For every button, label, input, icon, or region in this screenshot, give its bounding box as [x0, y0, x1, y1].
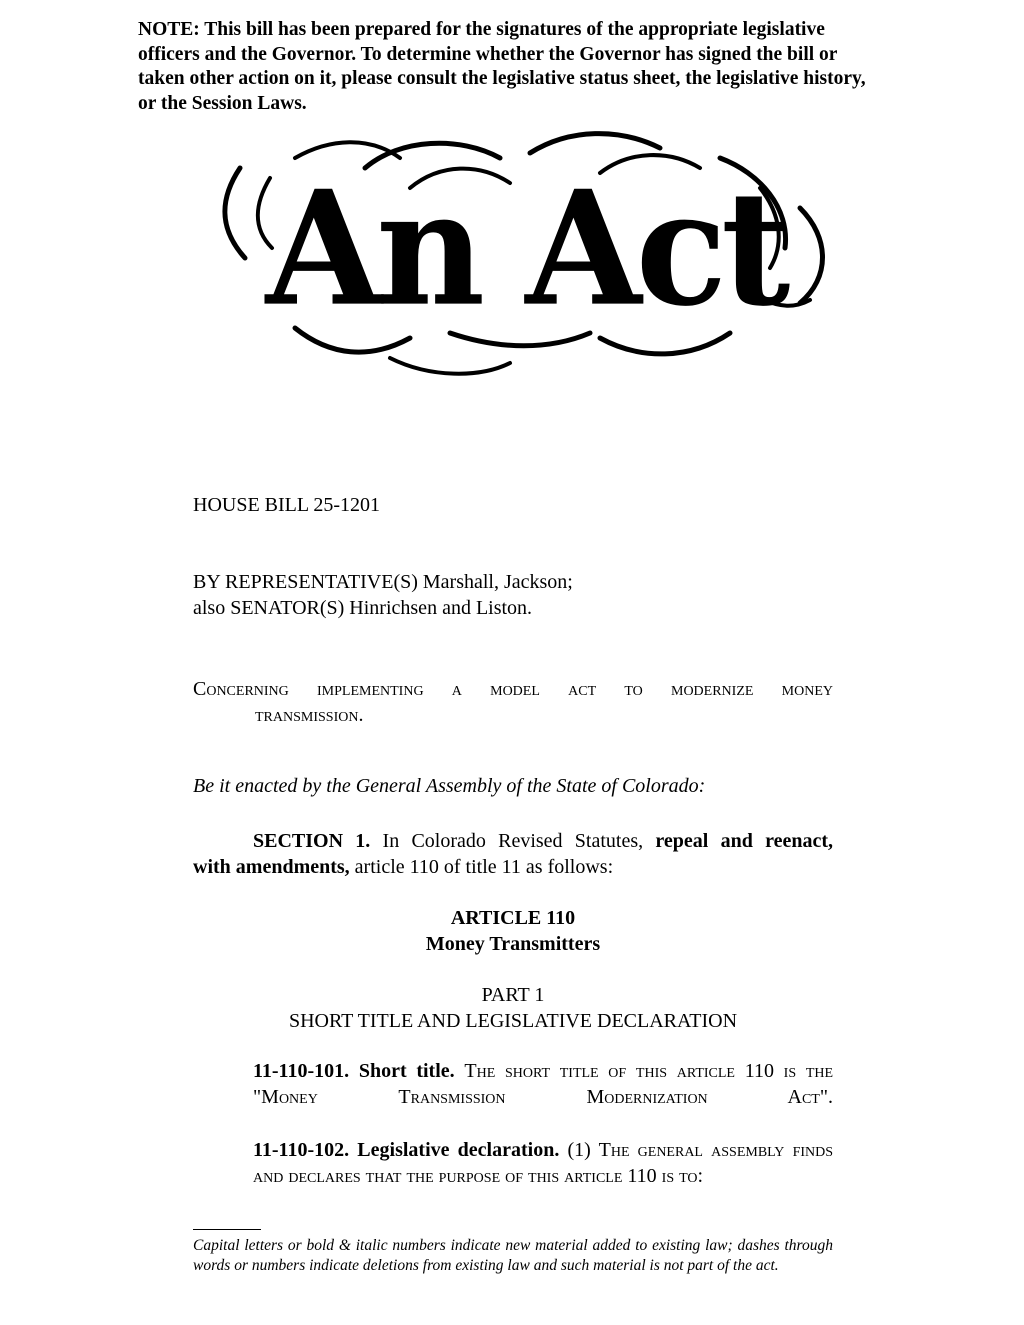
section-101-heading: Short title.	[358, 1060, 455, 1082]
concerning-line-1: Concerning implementing a model act to modernize money	[193, 678, 833, 700]
section-102-number: 11-110-102.	[253, 1139, 350, 1161]
article-title: Money Transmitters	[425, 933, 601, 955]
signature-note: NOTE: This bill has been prepared for the signatures of the appropriate legislative officers and the Governor. To determine whether the Governor has signed the bill or taken other action on it, please consult the legislative status sheet, the legislative history, or the Session Laws.	[138, 19, 866, 114]
bill-number: HOUSE BILL 25-1201	[193, 494, 381, 516]
section-1-text-1: In Colorado Revised Statutes,	[382, 830, 644, 852]
section-1-line-2	[193, 854, 833, 880]
footnote: Capital letters or bold & italic numbers indicate new material added to existing law; dashes through words or numbers indicate deletions from existing law and such material is not part of the act.	[193, 1237, 833, 1274]
sponsors-representatives: BY REPRESENTATIVE(S) Marshall, Jackson;	[193, 571, 573, 593]
sponsors-senators: also SENATOR(S) Hinrichsen and Liston.	[193, 597, 533, 619]
section-11-110-102	[193, 1137, 833, 1189]
section-101-number: 11-110-101.	[253, 1060, 350, 1082]
section-102-text: (1) The general assembly finds and declares that the purpose of this article 110 is to:	[253, 1139, 834, 1187]
sponsors	[193, 569, 573, 621]
section-101-text: The short title of this article 110 is the "Money Transmission Modernization Act".	[253, 1060, 834, 1108]
section-102-line	[193, 1137, 833, 1189]
an-act-logo	[200, 128, 850, 390]
article-number: ARTICLE 110	[450, 907, 576, 929]
section-1-text-2: article 110 of title 11 as follows:	[354, 856, 614, 878]
footnote-divider	[193, 1229, 261, 1230]
section-1-label: SECTION 1.	[253, 830, 371, 852]
section-11-110-101	[193, 1058, 833, 1110]
section-101-line	[193, 1058, 833, 1110]
concerning-clause	[193, 676, 833, 728]
section-1-bold-2: with amendments,	[193, 856, 350, 878]
part-title: SHORT TITLE AND LEGISLATIVE DECLARATION	[288, 1010, 738, 1032]
article-heading	[193, 905, 833, 957]
section-1-line-1	[193, 828, 833, 854]
section-1	[193, 828, 833, 880]
enacting-clause: Be it enacted by the General Assembly of the State of Colorado:	[193, 775, 706, 797]
part-number: PART 1	[481, 984, 545, 1006]
concerning-line-2: transmission.	[255, 704, 364, 726]
logo-title: An Act	[265, 156, 785, 342]
section-1-bold-1: repeal and reenact,	[655, 830, 834, 852]
part-heading	[193, 982, 833, 1034]
section-102-heading: Legislative declaration.	[357, 1139, 560, 1161]
